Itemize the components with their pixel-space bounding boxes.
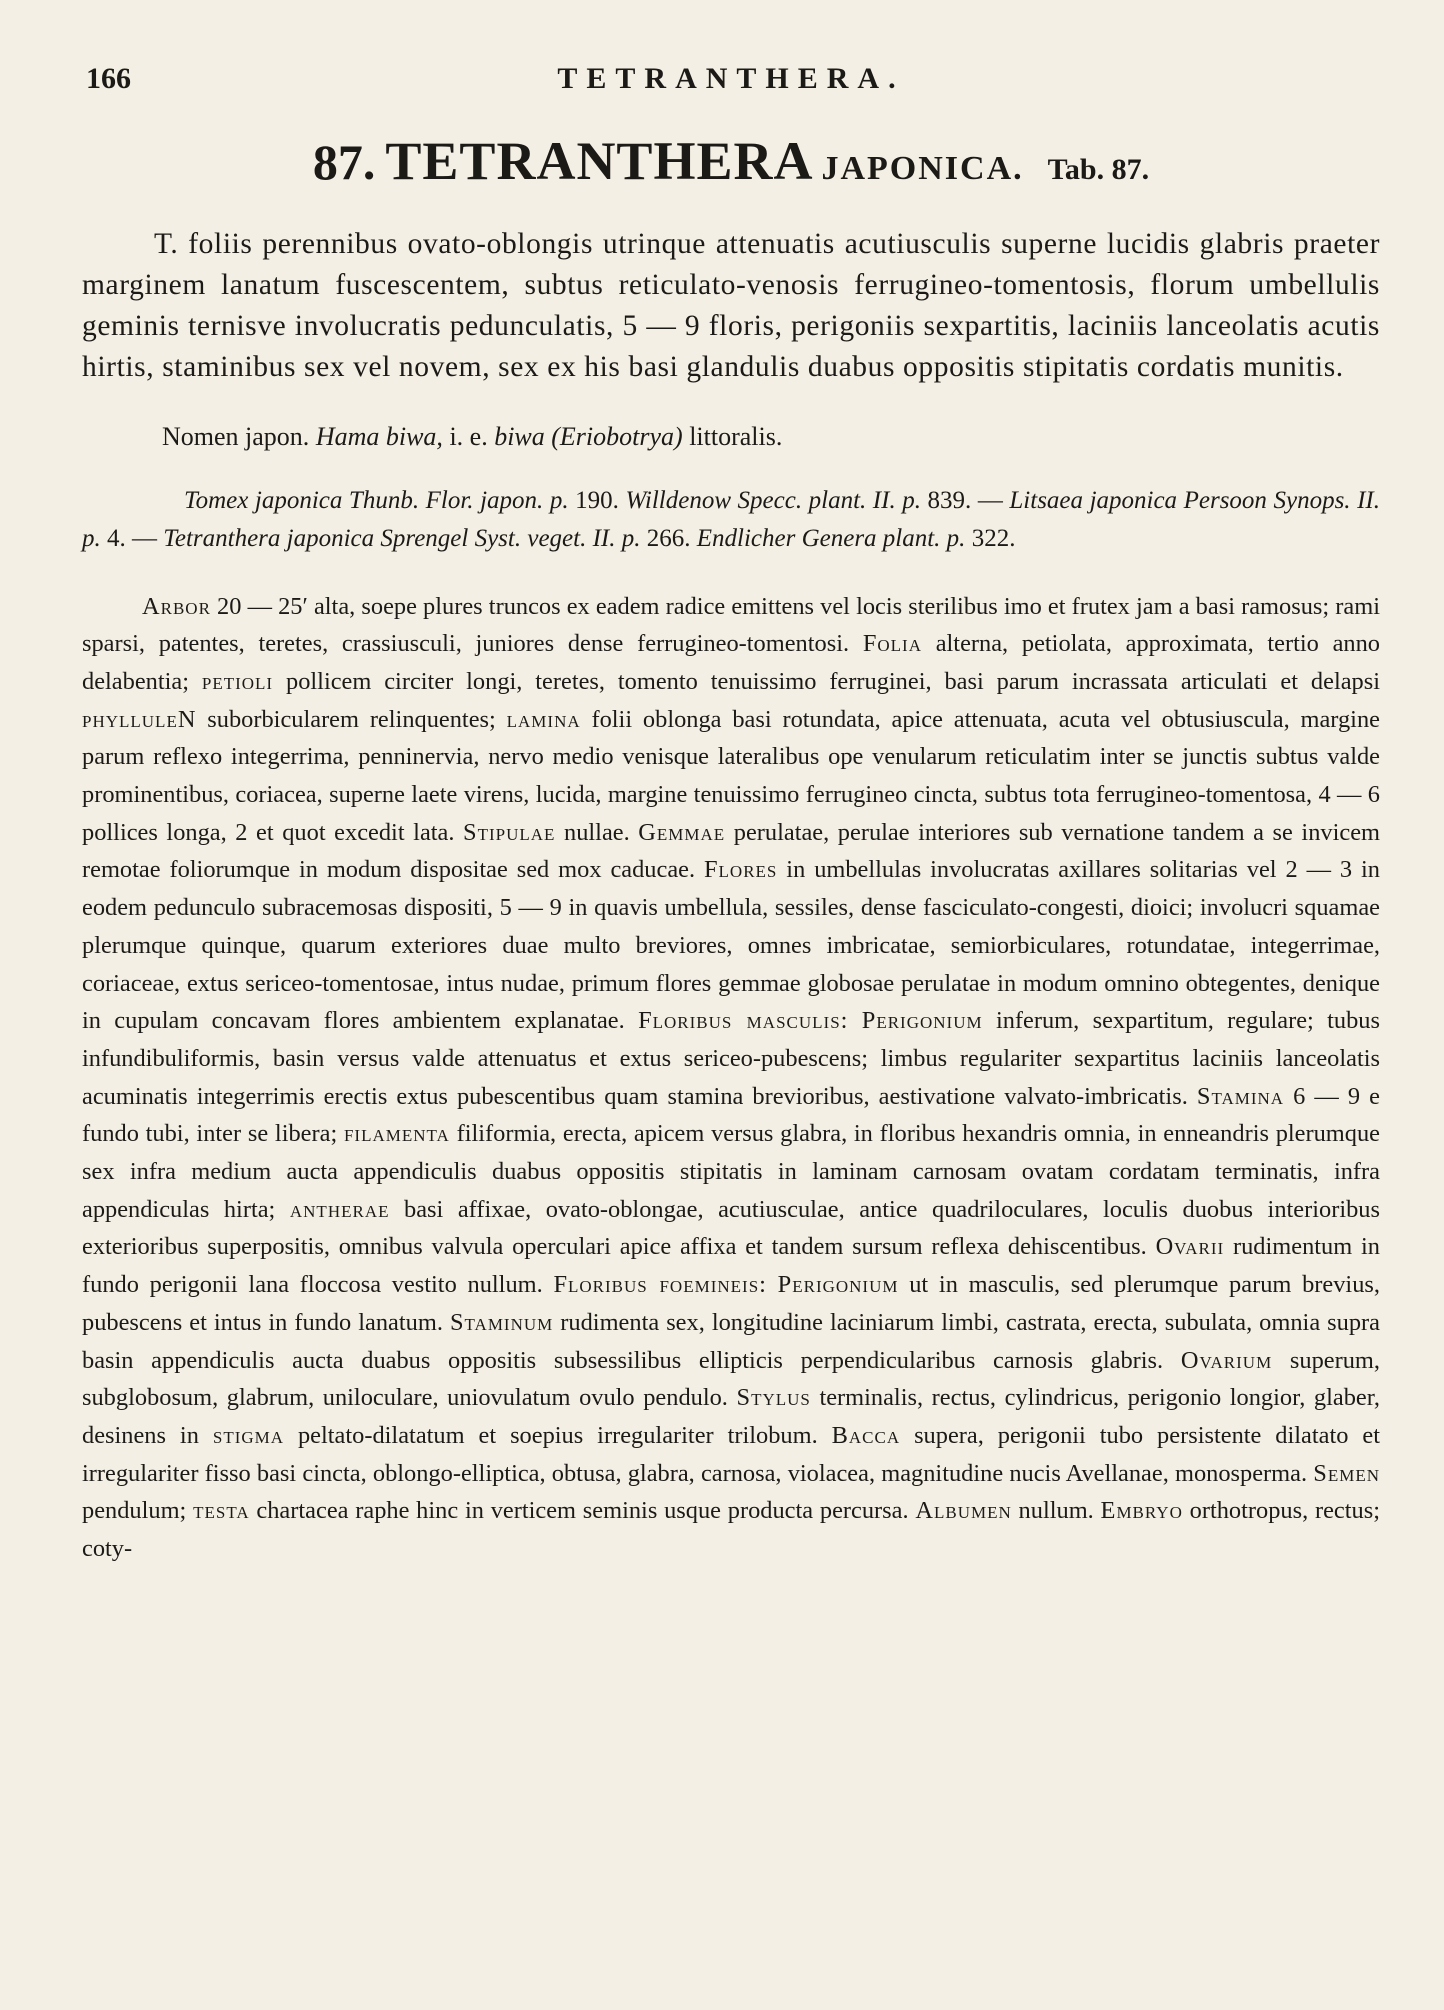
description-text: basi affixae, ovato-oblongae, acutiusculae, antice quadriloculares, loculis duobus interioribus exterioribus superpositis, omnibus valvula operculari apice affixa et tandem sursum reflexa dehiscentibus.	[82, 1195, 1380, 1261]
description-text: rudimenta sex, longitudine laciniarum limbi, castrata, erecta, subulata, omnia supra basin appendiculis aucta duabus oppositis subsessilibus ellipticis perpendicularibus carnosis glabris.	[82, 1308, 1380, 1374]
synonym-ref: 839. —	[921, 486, 1010, 514]
term: lamina	[506, 705, 581, 733]
description-text: orthotropus, rectus; coty-	[82, 1497, 1380, 1563]
term: Folia	[862, 630, 922, 658]
page-number: 166	[86, 62, 131, 95]
term: Embryo	[1100, 1497, 1183, 1525]
term: Stipulae	[463, 818, 556, 846]
synonym-citation: Willdenow Specc. plant. II. p.	[625, 486, 922, 514]
synonym-ref: 322.	[965, 524, 1016, 552]
description-text: inferum, sexpartitum, regulare; tubus infundibuliformis, basin versus valde attenuatus et extus sericeo-pubescens; limbus regulariter sexpartitus laciniis lanceolatis acuminatis integerrimis erectis extus pubescentibus quam stamina brevioribus, aestivatione valvato-imbricatis.	[82, 1007, 1380, 1110]
term: Perigonium	[861, 1007, 983, 1035]
description-text: nullae.	[555, 818, 639, 846]
synonym-citation: Endlicher Genera plant. p.	[696, 524, 966, 552]
description-text: rudimentum in fundo perigonii lana floccosa vestito nullum.	[82, 1233, 1380, 1299]
term: Stamina	[1196, 1082, 1285, 1110]
synonym-citation: Tetranthera japonica Sprengel Syst. veget. II. p.	[163, 524, 641, 552]
term: Staminum	[449, 1308, 554, 1336]
description-text: in umbellulas involucratas axillares solitarias vel 2 — 3 in eodem pedunculo subracemosas dispositi, 5 — 9 in quavis umbellula, sessiles, dense fasciculato-congesti, dioici; involucri squamae plerumque quinque, quarum exteriores duae multo breviores, omnes imbricatae, semiorbiculares, rotundatae, integerrimae, coriaceae, extus sericeo-tomentosae, intus nudae, primum flores gemmae globosae perulatae in modum omnino obtegentes, denique in cupulam concavam flores ambientem explanatae.	[82, 856, 1380, 1035]
description-text: 20 — 25′ alta, soepe plures truncos ex eadem radice emittens vel locis sterilibus imo et frutex jam a basi ramosus; rami sparsi, patentes, teretes, crassiusculi, juniores dense ferrugineo-tomentosi.	[82, 592, 1380, 658]
term: petioli	[201, 667, 274, 695]
term: Perigonium	[777, 1271, 899, 1299]
description-text	[767, 1271, 778, 1298]
term: Stylus	[736, 1384, 811, 1412]
vernacular-tail: littoralis.	[689, 421, 783, 451]
term: filamenta	[343, 1120, 450, 1148]
description-text: perulatae, perulae interiores sub vernatione tandem a se invicem remotae foliorumque in modum dispositae sed mox caducae.	[82, 818, 1380, 884]
term: Semen	[1313, 1459, 1380, 1487]
synonym-ref: 266.	[640, 524, 697, 552]
term: Floribus foemineis:	[553, 1271, 767, 1299]
description-text: ut in masculis, sed plerumque parum brevius, pubescens et intus in fundo lanatum.	[82, 1271, 1380, 1336]
term: Gemmae	[638, 818, 726, 846]
term: testa	[193, 1497, 250, 1525]
description-text: 6 — 9 e fundo tubi, inter se libera;	[82, 1082, 1380, 1148]
description-text: chartacea raphe hinc in verticem seminis usque producta percursa.	[249, 1497, 916, 1525]
running-head	[82, 52, 1380, 112]
genus-name: TETRANTHERA	[385, 131, 814, 191]
description-text: suborbicularem relinquentes;	[196, 705, 507, 733]
term: Flores	[703, 856, 778, 884]
term: phylluleN	[82, 705, 197, 733]
synonym-citation: Litsaea japonica Persoon Synops. II. p.	[82, 486, 1380, 552]
description-text: pendulum;	[82, 1497, 194, 1525]
vernacular-name	[82, 418, 1380, 456]
species-title	[82, 130, 1380, 192]
running-title: TETRANTHERA.	[557, 62, 905, 95]
term: Ovarii	[1155, 1233, 1225, 1261]
vernacular-ie: i. e.	[449, 421, 488, 451]
plate-reference: Tab. 87.	[1047, 153, 1150, 186]
description-text: supera, perigonii tubo persistente dilatato et irregulariter fisso basi cincta, oblongo-elliptica, obtusa, glabra, carnosa, violacea, magnitudine nucis Avellanae, monosperma.	[82, 1421, 1380, 1487]
term: Albumen	[915, 1497, 1012, 1525]
diagnosis-paragraph: T. foliis perennibus ovato-oblongis utrinque attenuatis acutiusculis superne lucidis glabris praeter marginem lanatum fuscescentem, subtus reticulato-venosis ferrugineo-tomentosis, florum umbellulis geminis ternisve involucratis pedunculatis, 5 — 9 floris, perigoniis sexpartitis, laciniis lanceolatis acutis hirtis, staminibus sex vel novem, sex ex his basi glandulis duabus oppositis stipitatis cordatis munitis.	[82, 228, 1380, 383]
description-text: terminalis, rectus, cylindricus, perigonio longior, glaber, desinens in	[82, 1384, 1380, 1449]
description-text: peltato-dilatatum et soepius irregulariter trilobum.	[284, 1421, 832, 1449]
species-number: 87.	[312, 134, 376, 190]
term: Ovarium	[1180, 1346, 1273, 1374]
synonymy-paragraph	[82, 482, 1380, 558]
term: Bacca	[831, 1421, 901, 1449]
description-text: pollicem circiter longi, teretes, tomento tenuissimo ferruginei, basi parum incrassata articulati et delapsi	[273, 667, 1381, 695]
term: Floribus masculis:	[638, 1007, 849, 1035]
synonym-citation: Tomex japonica Thunb. Flor. japon. p.	[184, 486, 569, 514]
description-text	[848, 1007, 861, 1034]
species-epithet: JAPONICA.	[821, 150, 1024, 187]
description-text: folii oblonga basi rotundata, apice attenuata, acuta vel obtusiuscula, margine parum reflexo integerrima, penninervia, nervo medio venisque lateralibus ope venularum reticulatim inter se junctis subtus valde prominentibus, coriacea, superne laete virens, lucida, margine tenuissimo ferrugineo cincta, subtus tota ferrugineo-tomentosa, 4 — 6 pollices longa, 2 et quot excedit lata.	[82, 705, 1380, 846]
description-text: superum, subglobosum, glabrum, uniloculare, uniovulatum ovulo pendulo.	[82, 1346, 1380, 1412]
synonym-ref: 4. —	[100, 524, 164, 552]
synonym-ref: 190.	[568, 486, 626, 514]
description-text: nullum.	[1011, 1497, 1101, 1525]
description-paragraph	[82, 588, 1380, 1568]
term: Arbor	[142, 592, 211, 620]
description-text: filiformia, erecta, apicem versus glabra, in floribus hexandris omnia, in enneandris plerumque sex infra medium aucta appendiculis duabus oppositis stipitatis in laminam carnosam ovatam cordatam terminatis, infra appendiculas hirta;	[82, 1120, 1380, 1223]
term: stigma	[212, 1421, 285, 1449]
term: antherae	[289, 1195, 390, 1223]
vernacular-japanese: Hama biwa,	[315, 421, 443, 451]
description-text: alterna, petiolata, approximata, tertio anno delabentia;	[82, 630, 1380, 695]
vernacular-label: Nomen japon.	[162, 421, 310, 451]
vernacular-gloss: biwa (Eriobotrya)	[494, 421, 683, 451]
